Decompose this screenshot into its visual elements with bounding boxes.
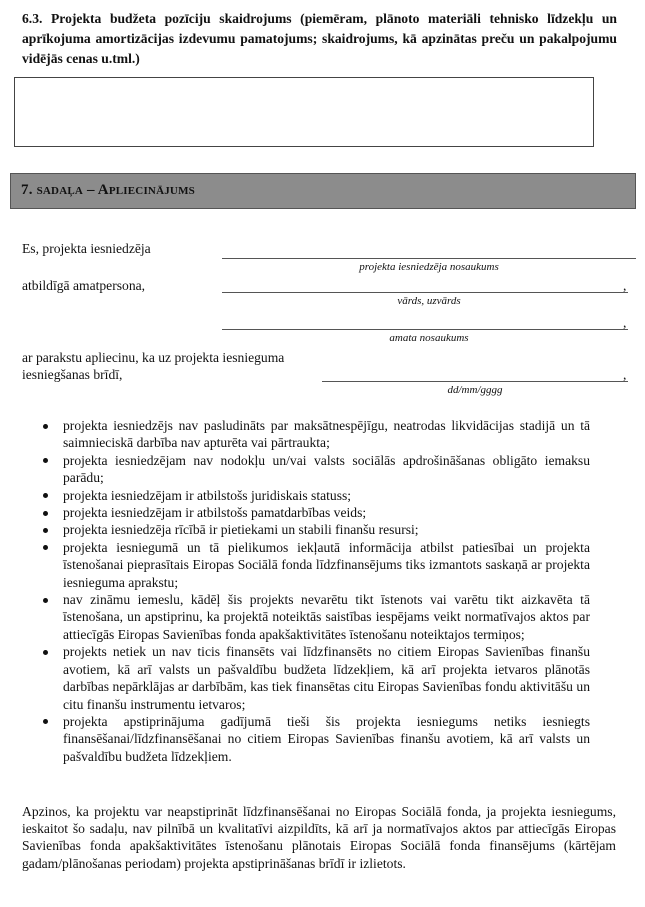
applicant-name-caption: projekta iesniedzēja nosaukums [359, 261, 499, 273]
comma-3: , [623, 367, 627, 382]
statement-item: nav zināmu iemeslu, kādēļ šis projekts nevarētu tikt īstenots vai varētu tikt aizkavēta tā īstenošana, un apstiprinu, ka projektā noteiktās saistības iespējams veikt normatīvajos aktos par attiecīgās Eiropas Savienības fonda apakšaktivitātes īstenošanu noteiktajos termiņos; [40, 591, 590, 643]
statement-item: projekta iesniedzēja rīcībā ir pietiekami un stabili finanšu resursi; [40, 521, 590, 538]
position-caption: amata nosaukums [389, 332, 469, 344]
budget-explanation-field[interactable] [14, 77, 594, 147]
statement-item: projekta apstiprinājuma gadījumā tieši šis projekta iesniegums netiks iesniegts finansēšanai/līdzfinansēšanai no citiem Eiropas Savienības finanšu avotiem, kā arī valsts un pašvaldību budžeta līdzekļiem. [40, 713, 590, 765]
section-title: 7. sadaļa – Apliecinājums [21, 182, 195, 198]
statements-list [40, 417, 590, 765]
statement-item: projekta iesniedzējam nav nodokļu un/vai valsts sociālās apdrošināšanas obligāto iemaksu parādu; [40, 452, 590, 487]
official-name-line[interactable] [222, 292, 628, 293]
official-position-line[interactable] [222, 329, 628, 330]
applicant-name-line[interactable] [222, 258, 636, 259]
question-6-3-heading: 6.3. Projekta budžeta pozīciju skaidrojums (piemēram, plānoto materiāli tehnisko līdzekļu un aprīkojuma amortizācijas izdevumu pamatojums; skaidrojums, kā apzinātas preču un pakalpojumu vidējās cenas u.tml.) [22, 11, 617, 66]
official-label: atbildīgā amatpersona, [22, 278, 146, 293]
section-7-header [10, 173, 636, 209]
closing-paragraph: Apzinos, ka projektu var neapstiprināt līdzfinansēšanai no Eiropas Sociālā fonda, ja projekta iesniegums, ieskaitot šo sadaļu, nav pilnībā un kvalitatīvi aizpildīts, kā arī ja normatīvajos aktos par attiecīgās Eiropas Savienības fonda apakšaktivitātes īstenošanu plānotais Eiropas Sociālā fonda finansējums (kārtējam gadam/plānošanas periodam) projekta apstiprināšanas brīdī ir izlietots. [22, 804, 616, 871]
signature-label-line1: ar parakstu apliecinu, ka uz projekta iesnieguma [22, 350, 285, 365]
statement-item: projekta iesniedzējs nav pasludināts par maksātnespējīgu, neatrodas likvidācijas stadijā un tā saimnieciskā darbība nav apturēta vai pārtraukta; [40, 417, 590, 452]
statement-item: projekta iesniedzējam ir atbilstošs juridiskais statuss; [40, 487, 590, 504]
comma-2: , [623, 315, 627, 330]
date-caption: dd/mm/gggg [447, 384, 503, 396]
comma-1: , [623, 278, 627, 293]
applicant-label: Es, projekta iesniedzēja [22, 241, 151, 256]
name-caption: vārds, uzvārds [397, 295, 461, 307]
statement-item: projekta iesniedzējam ir atbilstošs pamatdarbības veids; [40, 504, 590, 521]
submission-date-line[interactable] [322, 381, 628, 382]
statement-item: projekta iesniegumā un tā pielikumos iekļautā informācija atbilst patiesībai un projekta īstenošanai pieprasītais Eiropas Sociālā fonda līdzfinansējums tiks izmantots saskaņā ar projekta iesnieguma aprakstu; [40, 539, 590, 591]
statement-item: projekts netiek un nav ticis finansēts vai līdzfinansēts no citiem Eiropas Savienības finanšu avotiem, kā arī valsts un pašvaldību budžeta līdzekļiem, kā arī projekta ietvaros plānotās darbības nepārklājas ar darbībām, kas tiek finansētas citu Eiropas Savienības fondu aktivitāšu un citu finanšu instrumentu ietvaros; [40, 643, 590, 713]
signature-label-line2: iesniegšanas brīdī, [22, 367, 123, 382]
